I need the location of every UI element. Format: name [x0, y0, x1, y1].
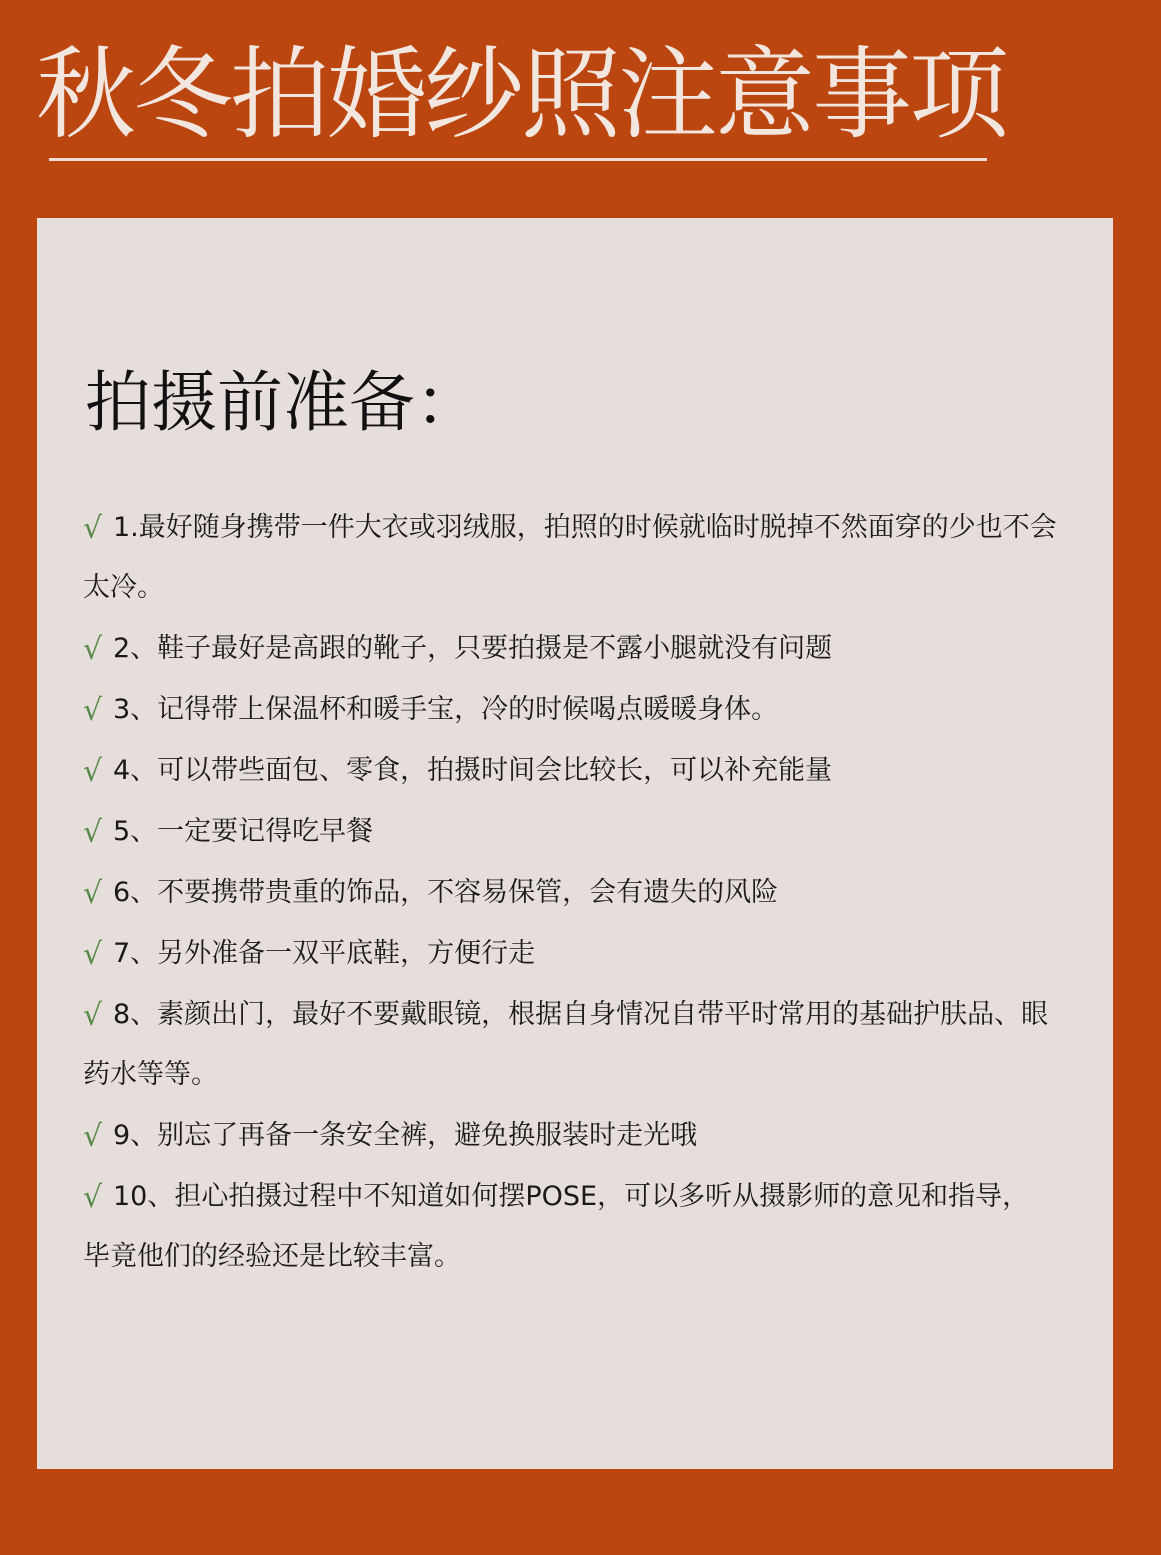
tips-list	[83, 497, 1083, 1287]
page-title: 秋冬拍婚纱照注意事项	[36, 36, 1006, 153]
check-icon: √	[83, 937, 103, 972]
check-icon: √	[83, 998, 103, 1033]
tip-text: 2、鞋子最好是高跟的靴子，只要拍摄是不露小腿就没有问题	[113, 633, 833, 664]
check-icon: √	[83, 1180, 103, 1215]
tip-text: 7、另外准备一双平底鞋，方便行走	[113, 938, 536, 969]
list-item	[83, 1105, 1083, 1166]
tip-text: 4、可以带些面包、零食，拍摄时间会比较长，可以补充能量	[113, 755, 833, 786]
tip-text-continued: 毕竟他们的经验还是比较丰富。	[83, 1241, 461, 1272]
tip-text: 9、别忘了再备一条安全裤，避免换服装时走光哦	[113, 1120, 698, 1151]
check-icon: √	[83, 754, 103, 789]
check-icon: √	[83, 693, 103, 728]
list-item	[83, 923, 1083, 984]
list-item	[83, 618, 1083, 679]
section-heading: 拍摄前准备：	[85, 364, 481, 441]
tip-text-continued: 太冷。	[83, 572, 164, 603]
check-icon: √	[83, 876, 103, 911]
tip-text: 6、不要携带贵重的饰品，不容易保管，会有遗失的风险	[113, 877, 779, 908]
list-item	[83, 1166, 1083, 1287]
check-icon: √	[83, 632, 103, 667]
check-icon: √	[83, 1119, 103, 1154]
check-icon: √	[83, 815, 103, 850]
list-item	[83, 679, 1083, 740]
tip-text: 1.最好随身携带一件大衣或羽绒服，拍照的时候就临时脱掉不然面穿的少也不会	[113, 512, 1057, 543]
tip-text: 3、记得带上保温杯和暖手宝，冷的时候喝点暖暖身体。	[113, 694, 779, 725]
list-item	[83, 862, 1083, 923]
tip-text: 5、一定要记得吃早餐	[113, 816, 374, 847]
check-icon: √	[83, 511, 103, 546]
list-item	[83, 740, 1083, 801]
title-underline	[49, 158, 987, 161]
tip-text-continued: 药水等等。	[83, 1059, 218, 1090]
list-item	[83, 497, 1083, 618]
content-card	[37, 218, 1113, 1469]
list-item	[83, 984, 1083, 1105]
tip-text: 10、担心拍摄过程中不知道如何摆POSE，可以多听从摄影师的意见和指导，	[113, 1181, 1030, 1212]
list-item	[83, 801, 1083, 862]
tip-text: 8、素颜出门，最好不要戴眼镜，根据自身情况自带平时常用的基础护肤品、眼	[113, 999, 1049, 1030]
